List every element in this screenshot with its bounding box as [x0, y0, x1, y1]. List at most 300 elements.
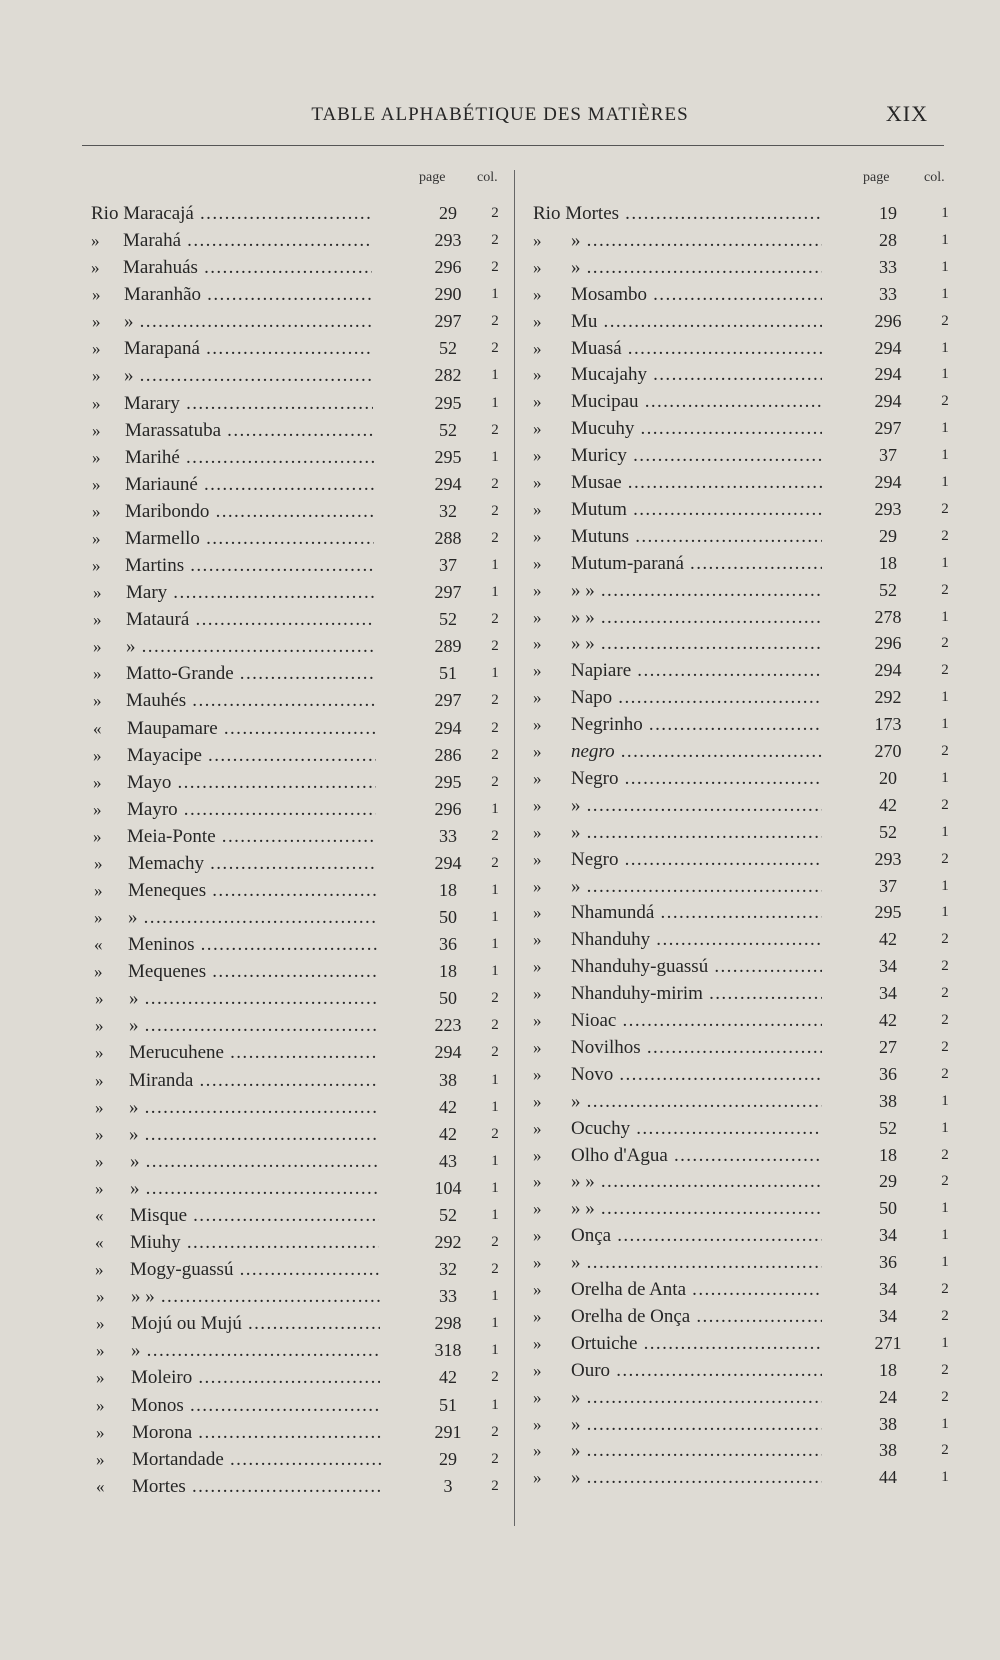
- index-entry: [514, 1007, 1000, 1034]
- entry-column-number: 1: [941, 1254, 949, 1271]
- entry-name-text: Novilhos: [571, 1036, 641, 1058]
- entry-name: [571, 1303, 822, 1330]
- entry-name: [571, 1168, 822, 1195]
- entry-name-text: Marapaná: [124, 338, 200, 360]
- entry-page-number: 52: [439, 419, 457, 440]
- entry-page-number: 298: [434, 1313, 462, 1334]
- entry-column-number: 2: [491, 1234, 499, 1251]
- ditto-mark: »: [95, 1151, 104, 1171]
- entry-page-number: 36: [879, 1063, 897, 1084]
- entry-name: [571, 684, 822, 711]
- index-entry: [514, 1195, 1000, 1222]
- entry-name: [131, 1283, 380, 1310]
- entry-column-number: 1: [941, 769, 949, 786]
- entry-name: [131, 1337, 380, 1364]
- ditto-mark: »: [533, 849, 542, 869]
- index-entry: [0, 1419, 514, 1446]
- entry-name-text: Mucuhy: [571, 418, 635, 440]
- entry-page-number: 18: [439, 961, 457, 982]
- entry-column-number: 1: [491, 1315, 499, 1332]
- index-entry: [0, 958, 514, 985]
- index-entry: [514, 550, 1000, 577]
- index-entry: [0, 308, 514, 335]
- entry-name: [571, 469, 822, 496]
- index-entry: [0, 1229, 514, 1256]
- entry-page-number: 42: [879, 794, 897, 815]
- ditto-mark: »: [92, 420, 101, 440]
- entry-name-text: » »: [571, 1171, 595, 1193]
- entry-page-number: 29: [879, 525, 897, 546]
- index-entry: [514, 926, 1000, 953]
- entry-name-text: Orelha de Onça: [571, 1305, 691, 1327]
- entry-name-text: »: [129, 1015, 139, 1037]
- index-entry: [0, 1310, 514, 1337]
- entry-name: [571, 281, 822, 308]
- entry-page-number: 294: [874, 660, 902, 681]
- index-entry: [0, 1283, 514, 1310]
- entry-name-text: Maranhão: [124, 284, 202, 306]
- entry-name: [124, 335, 373, 362]
- ditto-mark: »: [533, 742, 542, 761]
- entry-column-number: 1: [941, 339, 949, 356]
- index-entry: [514, 335, 1000, 362]
- index-entry: [514, 361, 1000, 388]
- ditto-mark: »: [533, 930, 542, 950]
- entry-page-number: 44: [879, 1467, 897, 1488]
- entry-name: [571, 442, 822, 469]
- entry-name: [126, 579, 375, 606]
- entry-name: [129, 1067, 378, 1094]
- entry-column-number: 2: [491, 1450, 499, 1467]
- entry-column-number: 1: [941, 1119, 949, 1136]
- entry-name: [571, 1034, 822, 1061]
- ditto-mark: »: [92, 366, 101, 386]
- index-entry: [0, 877, 514, 904]
- entry-column-number: 1: [941, 205, 949, 221]
- entry-column-number: 2: [941, 1361, 949, 1378]
- entry-name-text: » »: [571, 606, 595, 628]
- entry-name-text: Muricy: [571, 445, 627, 467]
- entry-name-text: Mortes: [132, 1475, 186, 1497]
- entry-name-text: Onça: [571, 1225, 612, 1247]
- entry-page-number: 295: [434, 392, 462, 413]
- ditto-mark: »: [533, 1441, 542, 1461]
- entry-name: [571, 792, 822, 819]
- entry-page-number: 50: [439, 907, 457, 928]
- entry-column-number: 1: [491, 909, 499, 926]
- index-entry: [514, 1168, 1000, 1195]
- index-entry: [0, 1337, 514, 1364]
- entry-name-text: »: [571, 1252, 581, 1274]
- entry-column-number: 1: [491, 286, 499, 303]
- entry-column-number: 2: [941, 312, 949, 329]
- entry-page-number: 291: [434, 1421, 462, 1442]
- entry-name-text: »: [571, 1090, 581, 1112]
- ditto-mark: »: [95, 1043, 104, 1063]
- index-entry: [514, 873, 1000, 900]
- ditto-mark: «: [95, 1205, 104, 1225]
- entry-name: [131, 1392, 380, 1419]
- entry-column-number: 1: [941, 1200, 949, 1217]
- ditto-mark: »: [95, 1070, 104, 1090]
- ditto-mark: »: [533, 1414, 542, 1434]
- index-entry: [0, 1012, 514, 1039]
- ditto-mark: «: [93, 718, 102, 738]
- entry-column-number: 1: [941, 447, 949, 464]
- ditto-mark: »: [533, 580, 542, 600]
- entry-name-text: Muasá: [571, 337, 622, 359]
- entry-page-number: 37: [879, 875, 897, 896]
- entry-name-text: Ouro: [571, 1359, 611, 1381]
- index-entry: [514, 1411, 1000, 1438]
- entry-column-number: 2: [941, 635, 949, 652]
- ditto-mark: »: [533, 284, 542, 304]
- ditto-mark: »: [533, 1064, 542, 1084]
- entry-name-text: Musae: [571, 472, 622, 493]
- entry-name: [571, 361, 822, 388]
- entry-name-text: Mariauné: [125, 473, 198, 495]
- index-entry: [514, 1303, 1000, 1330]
- entry-name-text: » »: [571, 633, 595, 655]
- entry-page-number: 271: [874, 1332, 902, 1353]
- ditto-mark: »: [533, 446, 542, 466]
- entry-column-number: 2: [941, 1012, 949, 1028]
- ditto-mark: »: [95, 1178, 104, 1198]
- entry-page-number: 294: [434, 717, 462, 738]
- entry-name: [129, 985, 378, 1012]
- index-entry: [514, 1222, 1000, 1249]
- entry-name-text: Mataurá: [126, 609, 190, 631]
- entry-name-text: Novo: [571, 1063, 614, 1085]
- entry-column-number: 2: [941, 1388, 949, 1405]
- entry-name: [132, 1446, 381, 1473]
- entry-name: [131, 1310, 380, 1337]
- entry-column-number: 1: [491, 448, 499, 465]
- entry-column-number: 1: [491, 394, 499, 411]
- ditto-mark: »: [93, 664, 102, 684]
- entry-page-number: 52: [439, 1204, 457, 1225]
- entry-page-number: 34: [879, 1279, 897, 1299]
- entry-column-number: 2: [491, 529, 499, 546]
- entry-name: [127, 715, 376, 742]
- index-entry: [514, 1464, 1000, 1491]
- entry-name: [124, 362, 373, 389]
- entry-column-number: 2: [941, 1307, 949, 1324]
- ditto-mark: »: [95, 1124, 104, 1144]
- entry-name-text: Merucuhene: [129, 1042, 224, 1064]
- entry-name-text: Marahuás: [123, 257, 198, 279]
- entry-column-number: 1: [941, 474, 949, 490]
- index-entry: [514, 899, 1000, 926]
- entry-column-number: 2: [491, 990, 499, 1007]
- entry-name: [571, 227, 822, 254]
- entry-name-text: Negro: [571, 848, 619, 870]
- entry-name-text: Napiare: [571, 660, 632, 682]
- entry-page-number: 20: [879, 767, 897, 788]
- entry-name-text: Mosambo: [571, 283, 647, 305]
- entry-name: [571, 308, 822, 335]
- ditto-mark: »: [533, 473, 542, 492]
- entry-page-number: 297: [434, 690, 462, 711]
- entry-name-text: Maribondo: [125, 500, 210, 522]
- entry-name: [127, 823, 376, 850]
- entry-page-number: 37: [879, 445, 897, 466]
- ditto-mark: »: [533, 661, 542, 681]
- entry-name: [130, 1202, 379, 1229]
- entry-column-number: 1: [941, 1469, 949, 1486]
- index-entry: [0, 254, 514, 281]
- index-entry: [0, 606, 514, 633]
- entry-column-number: 1: [941, 608, 949, 625]
- ditto-mark: «: [95, 1233, 104, 1253]
- entry-name-text: negro: [571, 741, 615, 762]
- entry-page-number: 50: [439, 988, 457, 1009]
- entry-name-text: Maupamare: [127, 717, 218, 739]
- entry-column-number: 1: [491, 1288, 499, 1305]
- index-entry: [514, 469, 1000, 496]
- entry-column-number: 1: [491, 1152, 499, 1169]
- entry-page-number: 294: [874, 391, 902, 412]
- page-number: XIX: [885, 101, 928, 126]
- ditto-mark: »: [93, 772, 102, 792]
- ditto-mark: »: [533, 1145, 542, 1165]
- entry-name-text: Mucajahy: [571, 364, 647, 386]
- entry-page-number: 38: [879, 1413, 897, 1434]
- ditto-mark: »: [533, 634, 542, 654]
- entry-name: [129, 1012, 378, 1039]
- ditto-mark: »: [533, 365, 542, 385]
- entry-name: [130, 1256, 379, 1283]
- index-entry: [514, 1115, 1000, 1142]
- entry-column-number: 1: [491, 936, 499, 953]
- entry-name: [571, 1195, 822, 1222]
- entry-column-number: 2: [491, 719, 499, 736]
- entry-name-text: Nhanduhy: [571, 929, 651, 951]
- entry-name-text: Mucipau: [571, 391, 639, 413]
- ditto-mark: »: [94, 962, 103, 982]
- entry-page-number: 52: [439, 338, 457, 359]
- entry-column-number: 1: [491, 1071, 499, 1088]
- entry-name-text: »: [571, 256, 581, 278]
- index-entry: [514, 308, 1000, 335]
- entry-column-number: 1: [941, 1227, 949, 1244]
- entry-page-number: 24: [879, 1386, 897, 1407]
- ditto-mark: »: [533, 419, 542, 439]
- entry-column-number: 2: [941, 1442, 949, 1459]
- ditto-mark: »: [96, 1395, 105, 1415]
- ditto-mark: »: [95, 1016, 104, 1036]
- entry-page-number: 52: [439, 609, 457, 630]
- ditto-mark: »: [533, 1280, 542, 1299]
- entry-name-text: »: [129, 1096, 139, 1118]
- entry-name-text: Morona: [132, 1421, 193, 1443]
- entry-name: [571, 738, 822, 765]
- entry-name: [571, 1437, 822, 1464]
- entry-page-number: 3: [443, 1475, 453, 1496]
- ditto-mark: »: [533, 1333, 542, 1353]
- entry-name-text: Napo: [571, 687, 613, 709]
- ditto-mark: »: [95, 1260, 104, 1280]
- entry-name: [127, 769, 376, 796]
- ditto-mark: »: [533, 957, 542, 977]
- entry-page-number: 294: [874, 472, 902, 492]
- index-entry: [514, 388, 1000, 415]
- entry-name-text: »: [130, 1177, 140, 1199]
- entry-column-number: 1: [491, 584, 499, 601]
- entry-name-text: Rio Mortes: [533, 203, 620, 224]
- entry-page-number: 296: [434, 257, 462, 278]
- index-entry: [0, 715, 514, 742]
- entry-name: [126, 687, 375, 714]
- entry-page-number: 29: [879, 1171, 897, 1192]
- entry-page-number: 33: [439, 825, 457, 846]
- entry-page-number: 32: [439, 1259, 457, 1280]
- index-entry: [0, 1148, 514, 1175]
- entry-name: [127, 742, 376, 769]
- entry-page-number: 296: [874, 633, 902, 654]
- entry-column-number: 1: [941, 258, 949, 275]
- index-entry: [514, 1249, 1000, 1276]
- entry-column-number: 2: [491, 340, 499, 357]
- entry-column-number: 2: [941, 500, 949, 517]
- entry-name: [571, 657, 822, 684]
- index-entry: [0, 931, 514, 958]
- entry-name-text: Marary: [124, 392, 180, 414]
- ditto-mark: »: [533, 607, 542, 627]
- ditto-mark: »: [93, 691, 102, 711]
- index-entry: [0, 1175, 514, 1202]
- entry-name-text: »: [124, 311, 134, 333]
- entry-name-text: Mojú ou Mujú: [131, 1313, 242, 1335]
- entry-name-text: Marihé: [125, 446, 180, 468]
- entry-name: [571, 873, 822, 900]
- ditto-mark: »: [92, 474, 101, 494]
- entry-column-number: 1: [941, 1092, 949, 1109]
- entry-name-text: Nhanduhy-mirim: [571, 983, 703, 1005]
- entry-column-number: 1: [941, 231, 949, 248]
- entry-page-number: 43: [439, 1150, 457, 1171]
- index-entry: [514, 846, 1000, 873]
- entry-name: [571, 1061, 822, 1088]
- entry-name: [124, 308, 373, 335]
- index-entry: [0, 471, 514, 498]
- index-entry: [514, 1357, 1000, 1384]
- entry-page-number: 295: [874, 902, 902, 923]
- entry-name-text: »: [571, 1413, 581, 1435]
- entry-name: [128, 958, 377, 985]
- index-entry: [0, 1094, 514, 1121]
- ditto-mark: »: [91, 258, 100, 278]
- entry-page-number: 37: [439, 555, 457, 576]
- index-entry: [514, 200, 1000, 227]
- entry-name: [571, 819, 822, 846]
- entry-name: [124, 281, 373, 308]
- index-entry: [0, 227, 514, 254]
- entry-name-text: »: [129, 988, 139, 1010]
- entry-page-number: 294: [434, 1042, 462, 1063]
- entry-name: [571, 630, 822, 657]
- index-entry: [0, 390, 514, 417]
- entry-page-number: 34: [879, 1305, 897, 1326]
- index-entry: [0, 1473, 514, 1500]
- ditto-mark: »: [533, 1172, 542, 1192]
- entry-column-number: 2: [491, 773, 499, 790]
- entry-column-number: 2: [941, 393, 949, 410]
- ditto-mark: »: [92, 528, 101, 548]
- ditto-mark: »: [96, 1314, 105, 1334]
- entry-name-text: Mayro: [127, 798, 178, 820]
- entry-page-number: 51: [439, 663, 457, 684]
- ditto-mark: »: [93, 637, 102, 657]
- entry-name: [571, 899, 822, 926]
- entry-page-number: 288: [434, 527, 462, 548]
- index-entry: [0, 335, 514, 362]
- entry-page-number: 296: [874, 310, 902, 331]
- entry-column-number: 1: [491, 1396, 499, 1413]
- entry-column-number: 2: [491, 502, 499, 519]
- entry-column-number: 2: [491, 1261, 499, 1278]
- entry-name: [125, 471, 374, 498]
- entry-name-text: Mortandade: [132, 1448, 224, 1470]
- entry-name: [123, 227, 372, 254]
- ditto-mark: »: [533, 1306, 542, 1326]
- page-column-header: page: [419, 170, 446, 185]
- entry-column-number: 1: [941, 420, 949, 437]
- entry-page-number: 293: [874, 848, 902, 869]
- entry-column-number: 1: [941, 1415, 949, 1432]
- entry-name-text: »: [129, 1123, 139, 1145]
- entry-name-text: »: [130, 1150, 140, 1172]
- entry-name: [130, 1148, 379, 1175]
- entry-page-number: 292: [874, 687, 902, 708]
- entry-page-number: 282: [434, 365, 462, 386]
- entry-name: [132, 1473, 381, 1500]
- entry-name: [571, 254, 822, 281]
- index-entry: [0, 417, 514, 444]
- index-entry: [514, 1330, 1000, 1357]
- entry-name: [126, 633, 375, 660]
- entry-name-text: »: [131, 1340, 141, 1362]
- entry-column-number: 2: [491, 205, 499, 221]
- entry-name: [571, 523, 822, 550]
- ditto-mark: »: [94, 881, 103, 900]
- entry-page-number: 36: [439, 934, 457, 955]
- entry-name: [128, 904, 377, 931]
- entry-column-number: 1: [941, 366, 949, 383]
- entry-name: [571, 1384, 822, 1411]
- entry-page-number: 292: [434, 1232, 462, 1253]
- ditto-mark: »: [533, 1253, 542, 1273]
- entry-column-number: 2: [941, 796, 949, 813]
- entry-column-number: 1: [941, 554, 949, 571]
- entry-page-number: 42: [439, 1123, 457, 1144]
- ditto-mark: »: [95, 989, 104, 1009]
- entry-name: [533, 200, 822, 227]
- entry-column-number: 1: [941, 689, 949, 706]
- entry-name-text: Mequenes: [128, 961, 207, 983]
- index-entry: [514, 281, 1000, 308]
- entry-name-text: Ortuiche: [571, 1332, 638, 1354]
- entry-name: [571, 1276, 822, 1303]
- entry-column-number: 2: [941, 1038, 949, 1055]
- index-entry: [0, 362, 514, 389]
- entry-name: [130, 1229, 379, 1256]
- index-entry: [514, 792, 1000, 819]
- ditto-mark: »: [533, 1468, 542, 1488]
- entry-name-text: Orelha de Anta: [571, 1279, 687, 1300]
- entry-name: [125, 498, 374, 525]
- entry-column-number: 1: [491, 1206, 499, 1223]
